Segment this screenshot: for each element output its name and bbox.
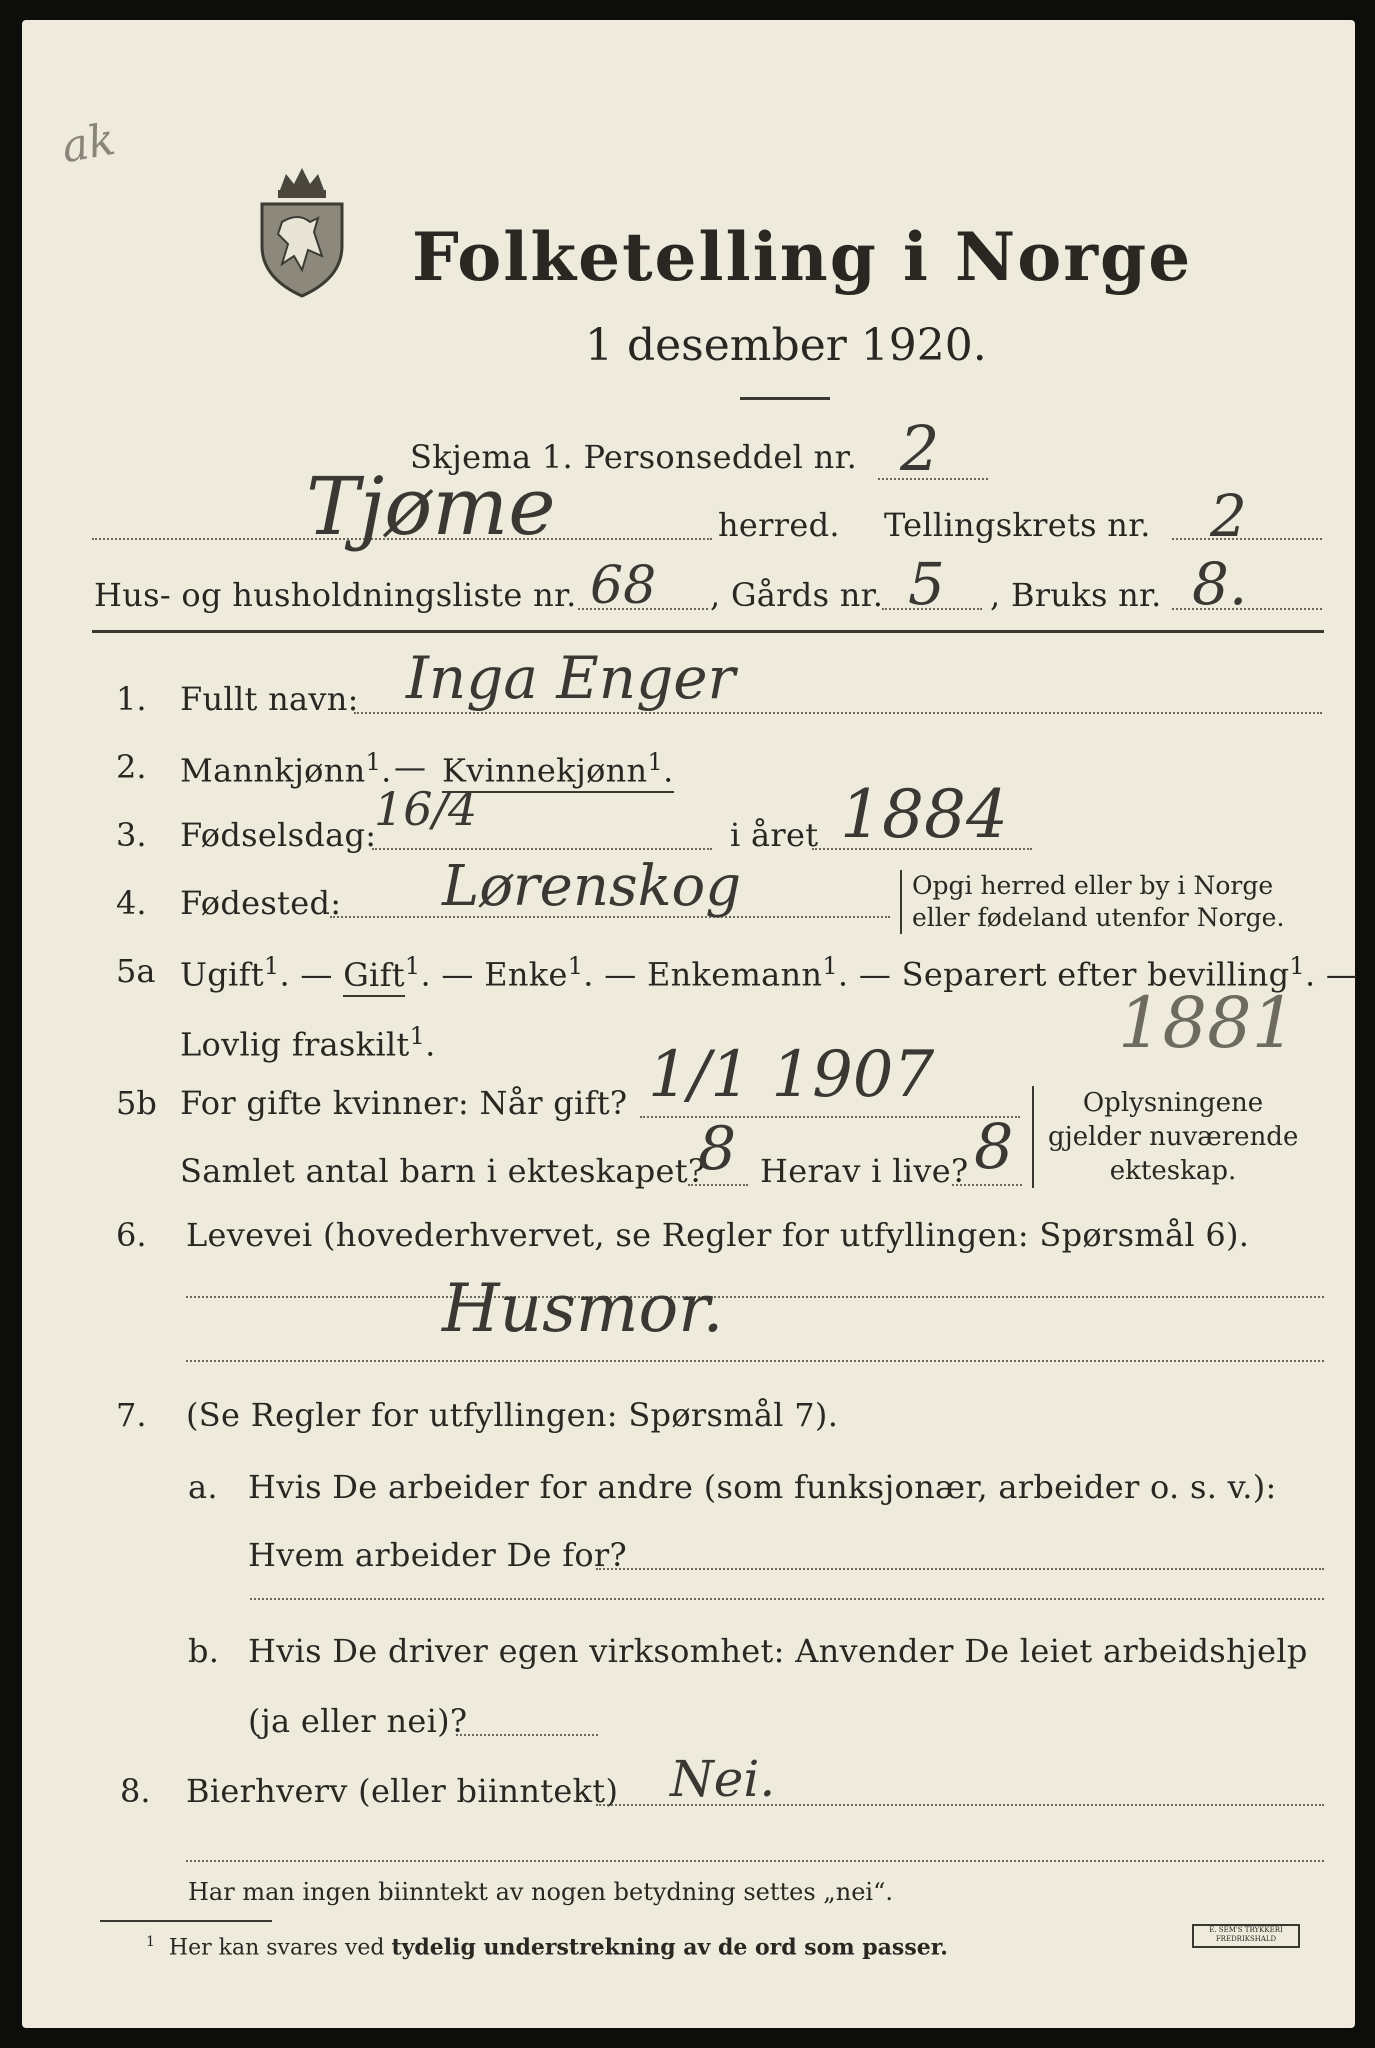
- q4-note-line2: eller fødeland utenfor Norge.: [912, 903, 1285, 932]
- header-rule: [92, 630, 1324, 633]
- q4-label: Fødested:: [180, 884, 342, 922]
- q5b-married-label: For gifte kvinner: Når gift?: [180, 1084, 628, 1122]
- q5b-note-line2: gjelder nuværende: [1048, 1122, 1299, 1152]
- q7a-text: Hvis De arbeider for andre (som funksjonær, arbeider o. s. v.):: [248, 1468, 1277, 1506]
- q7a-line-2: [250, 1598, 1324, 1600]
- q6-occupation-value: Husmor.: [442, 1270, 724, 1347]
- q4-note: [900, 870, 1284, 934]
- margin-pencil-mark: ak: [57, 113, 119, 174]
- q8-side-income-value: Nei.: [670, 1750, 776, 1808]
- q7b-question: (ja eller nei)?: [248, 1702, 468, 1740]
- q4-note-line1: Opgi herred eller by i Norge: [912, 871, 1274, 900]
- q5a-option-lovlig-fraskilt: Lovlig fraskilt$^1$.: [180, 1022, 436, 1064]
- q5b-children-line: [688, 1184, 748, 1186]
- skjema-label: Skjema 1. Personseddel nr.: [410, 438, 858, 476]
- q5b-note-line3: ekteskap.: [1109, 1156, 1237, 1186]
- footnote: $^1$ Her kan svares ved tydelig understrekning av de ord som passer.: [146, 1934, 948, 1961]
- footnote-bold-text: tydelig understrekning av de ord som passer.: [391, 1934, 948, 1961]
- q5b-married-date-value: 1/1 1907: [648, 1038, 935, 1112]
- q7-label: (Se Regler for utfyllingen: Spørsmål 7).: [186, 1396, 839, 1434]
- q3-birth-year-value: 1884: [840, 776, 1008, 853]
- q3-label: Fødselsdag:: [180, 816, 377, 854]
- q8-number: 8.: [120, 1772, 151, 1810]
- q3-birth-date-value: 16/4: [374, 782, 478, 836]
- q5a-option-enkemann: Enkemann: [646, 955, 823, 994]
- census-form-sheet: [22, 20, 1359, 2028]
- q1-label: Fullt navn:: [180, 680, 359, 718]
- nei-instruction: Har man ingen biinntekt av nogen betydning settes „nei“.: [188, 1878, 893, 1906]
- hus-label: Hus- og husholdningsliste nr.: [94, 576, 577, 614]
- q8-label: Bierhverv (eller biinntekt): [186, 1772, 619, 1810]
- gards-value: 5: [908, 550, 945, 618]
- q2-number: 2.: [116, 748, 147, 786]
- q5a-option-ugift: Ugift: [180, 955, 264, 994]
- q5b-married-line: [640, 1116, 1020, 1118]
- q1-full-name-value: Inga Enger: [406, 644, 736, 712]
- q5b-number: 5b: [116, 1084, 157, 1122]
- q5a-options: Ugift$^1$. — Gift$^1$. — Enke$^1$. — Enkemann$^1$. — Separert efter bevilling$^1$. —: [180, 952, 1358, 994]
- q7a-question: Hvem arbeider De for?: [248, 1536, 627, 1574]
- form-title: Folketelling i Norge: [412, 218, 1193, 296]
- q2-male-option: Mannkjønn$^1$.: [180, 748, 392, 790]
- herred-value: Tjøme: [306, 460, 556, 553]
- footnote-rule: [100, 1920, 272, 1922]
- q7-number: 7.: [116, 1396, 147, 1434]
- q5b-alive-label: Herav i live?: [760, 1152, 969, 1190]
- q3-year-label: i året: [730, 816, 819, 854]
- bruks-label: , Bruks nr.: [990, 576, 1162, 614]
- q2-female-option-underlined: Kvinnekjønn$^1$.: [442, 748, 674, 793]
- q5b-note-line1: Oplysningene: [1082, 1088, 1264, 1118]
- q6-number: 6.: [116, 1216, 147, 1254]
- q8-line-2: [186, 1860, 1324, 1862]
- norwegian-coat-of-arms-icon: [252, 160, 352, 300]
- hus-value: 68: [590, 556, 657, 616]
- footnote-text: Her kan svares ved: [168, 1935, 385, 1961]
- q5a-number: 5a: [116, 952, 156, 990]
- q5b-children-value: 8: [698, 1114, 737, 1184]
- q3-date-line: [372, 848, 712, 850]
- q3-number: 3.: [116, 816, 147, 854]
- tellingskrets-value: 2: [1210, 482, 1247, 550]
- q6-label: Levevei (hovederhvervet, se Regler for utfyllingen: Spørsmål 6).: [186, 1216, 1250, 1254]
- title-divider: [740, 397, 830, 400]
- q5b-note: [1032, 1086, 1298, 1188]
- personseddel-value: 2: [900, 412, 940, 485]
- q1-line: [354, 712, 1322, 714]
- q1-number: 1.: [116, 680, 147, 718]
- q7b-text: Hvis De driver egen virksomhet: Anvender De leiet arbeidshjelp: [248, 1632, 1308, 1670]
- census-date: 1 desember 1920.: [585, 320, 987, 371]
- q5a-option-enke: Enke: [484, 955, 568, 994]
- q5b-alive-value: 8: [974, 1110, 1014, 1183]
- q2-separator: —: [394, 748, 427, 786]
- q4-birthplace-value: Lørenskog: [442, 854, 742, 919]
- herred-label: herred.: [718, 506, 840, 544]
- q4-number: 4.: [116, 884, 147, 922]
- gards-label: , Gårds nr.: [710, 576, 884, 614]
- q7a-letter: a.: [188, 1468, 218, 1506]
- q5b-children-label: Samlet antal barn i ekteskapet?: [180, 1152, 706, 1190]
- q7b-line: [456, 1734, 598, 1736]
- tellingskrets-line: [1172, 538, 1322, 540]
- q5b-alive-line: [952, 1184, 1022, 1186]
- tellingskrets-label: Tellingskrets nr.: [884, 506, 1151, 544]
- q6-line: [186, 1296, 1324, 1298]
- printer-stamp: E. SEM'S TRYKKERI FREDRIKSHALD: [1192, 1924, 1300, 1948]
- q6-line-2: [186, 1360, 1324, 1362]
- q7b-letter: b.: [188, 1632, 220, 1670]
- q5a-option-separert: Separert efter bevilling: [901, 955, 1290, 994]
- q5a-pencil-annotation: 1881: [1118, 982, 1297, 1064]
- q5a-option-gift-underlined: Gift: [343, 956, 405, 997]
- q7a-line: [596, 1568, 1324, 1570]
- bruks-value: 8.: [1192, 550, 1248, 618]
